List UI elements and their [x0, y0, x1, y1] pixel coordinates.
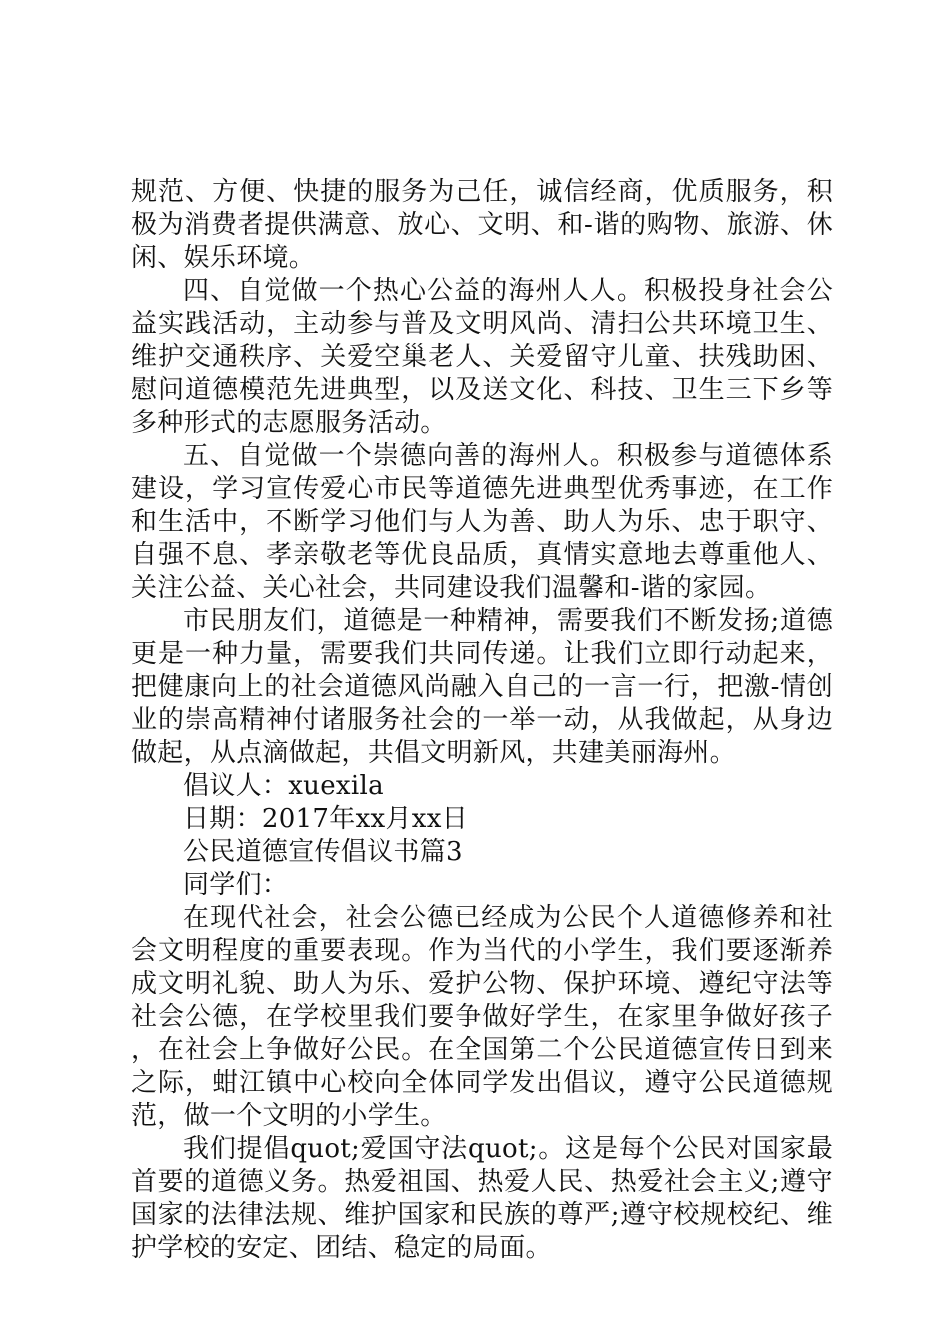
paragraph-closing-appeal: 市民朋友们，道德是一种精神，需要我们不断发扬;道德更是一种力量，需要我们共同传递。让我们立即行动起来，把健康向上的社会道德风尚融入自己的一言一行，把激-情创业的崇高精神付诸服务社会的一举一动，从我做起，从身边做起，从点滴做起，共倡文明新风，共建美丽海州。	[131, 606, 833, 768]
paragraph-patriotism: 我们提倡quot;爱国守法quot;。这是每个公民对国家最首要的道德义务。热爱祖国、热爱人民、热爱社会主义;遵守国家的法律法规、维护国家和民族的尊严;遵守校规校纪、维护学校的安定、团结、稳定的局面。	[131, 1134, 833, 1263]
salutation: 同学们：	[183, 870, 289, 900]
paragraph-intro: 在现代社会，社会公德已经成为公民个人道德修养和社会文明程度的重要表现。作为当代的小学生，我们要逐渐养成文明礼貌、助人为乐、爱护公物、保护环境、遵纪守法等社会公德，在学校里我们要争做好学生，在家里争做好孩子，在社会上争做好公民。在全国第二个公民道德宣传日到来之际，蚶江镇中心校向全体同学发出倡议，遵守公民道德规范，做一个文明的小学生。	[131, 903, 833, 1131]
paragraph-item-four: 四、自觉做一个热心公益的海州人人。积极投身社会公益实践活动，主动参与普及文明风尚、清扫公共环境卫生、维护交通秩序、关爱空巢老人、关爱留守儿童、扶残助困、慰问道德模范先进典型，以及送文化、科技、卫生三下乡等多种形式的志愿服务活动。	[131, 276, 833, 438]
paragraph-continuation: 规范、方便、快捷的服务为己任，诚信经商，优质服务，积极为消费者提供满意、放心、文明、和-谐的购物、旅游、休闲、娱乐环境。	[131, 177, 833, 273]
document-body	[131, 176, 833, 1265]
initiator-line: 倡议人：xuexila	[183, 771, 384, 801]
date-line: 日期：2017年xx月xx日	[183, 804, 469, 834]
section-heading: 公民道德宣传倡议书篇3	[183, 837, 463, 867]
paragraph-item-five: 五、自觉做一个崇德向善的海州人。积极参与道德体系建设，学习宣传爱心市民等道德先进典型优秀事迹，在工作和生活中，不断学习他们与人为善、助人为乐、忠于职守、自强不息、孝亲敬老等优良品质，真情实意地去尊重他人、关注公益、关心社会，共同建设我们温馨和-谐的家园。	[131, 441, 833, 603]
